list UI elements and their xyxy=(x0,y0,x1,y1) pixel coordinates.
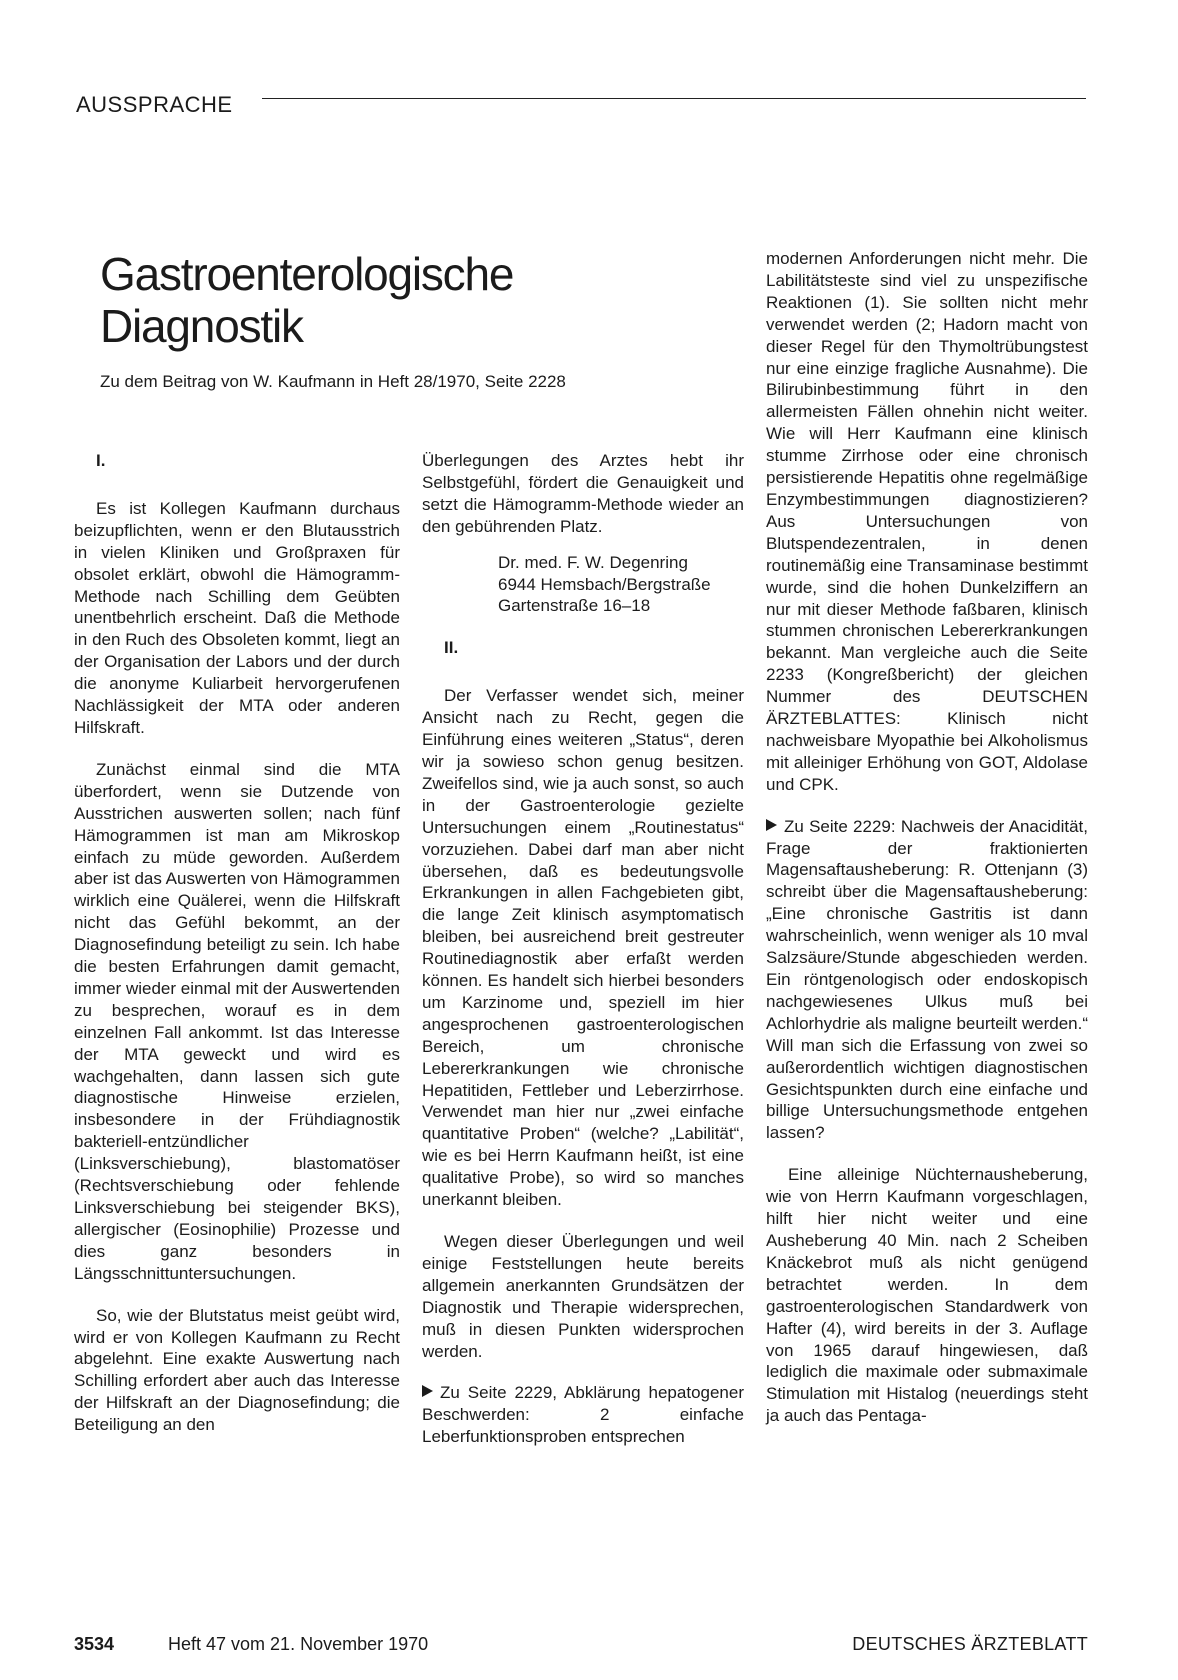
paragraph: Es ist Kollegen Kaufmann durchaus beizupflichten, wenn er den Blutausstrich in vielen Kliniken und Großpraxen für obsolet erklärt, obwohl die Hämogramm-Methode nach Schilling dem Geübten unentbehrlich erscheint. Daß die Methode in den Ruch des Obsoleten kommt, liegt an der Organisation der Labors und der durch die anonyme Kuliarbeit hervorgerufenen Nachlässigkeit der MTA oder anderen Hilfskraft. xyxy=(74,498,400,737)
article-subtitle: Zu dem Beitrag von W. Kaufmann in Heft 28/1970, Seite 2228 xyxy=(100,372,566,391)
paragraph: Eine alleinige Nüchternausheberung, wie von Herrn Kaufmann vorgeschlagen, hilft hier nicht weiter und eine Ausheberung 40 Min. nach 2 Scheiben Knäckebrot muß als nicht genügend betrachtet werden. In dem gastroenterologischen Standardwerk von Hafter (4), wird bereits in der 3. Auflage von 1965 darauf hingewiesen, daß lediglich die maximale oder submaximale Stimulation mit Histalog (neuerdings steht ja auch das Pentaga- xyxy=(766,1165,1088,1426)
section-heading-2: II. xyxy=(444,638,459,658)
column-2 xyxy=(422,450,744,1448)
article-title-line2: Diagnostik xyxy=(100,300,303,352)
column-3 xyxy=(766,248,1088,1427)
page-number: 3534 xyxy=(74,1634,115,1654)
paragraph: Der Verfasser wendet sich, meiner Ansicht nach zu Recht, gegen die Einführung eines weiteren „Status“, deren wir ja sowieso schon genug besitzen. Zweifellos sind, wie ja auch sonst, so auch in der Gastroenterologie gezielte Untersuchungen einem „Routinestatus“ vorzuziehen. Dabei darf man aber nicht übersehen, daß es bedeutungsvolle Erkrankungen in allen Fachgebieten gibt, die lange Zeit klinisch asymptomatisch bleiben, bei ausreichend breit gestreuter Routinediagnostik aber erfaßt werden können. Es handelt sich hierbei besonders um Karzinome und, speziell im hier angesprochenen gastroenterologischen Bereich, um chronische Lebererkrankungen wie chronische Hepatitiden, Fettleber und Leberzirrhose. Verwendet man hier nur „zwei einfache quantitative Proben“ (welche? „Labilität“, wie es bei Herrn Kaufmann heißt, ist eine qualitative Probe), so wird so manches unerkannt bleiben. xyxy=(422,686,744,1210)
paragraph: Wegen dieser Überlegungen und weil einige Feststellungen heute bereits allgemein anerkannten Grundsätzen der Diagnostik und Therapie widersprechen, muß in diesen Punkten widersprochen werden. xyxy=(422,1232,744,1361)
section-heading-1: I. xyxy=(96,451,106,470)
triangle-bullet-icon xyxy=(422,1385,433,1397)
paragraph: Überlegungen des Arztes hebt ihr Selbstgefühl, fördert die Genauigkeit und setzt die Hämogramm-Methode wieder an den gebührenden Platz. xyxy=(422,451,744,536)
header-rule xyxy=(262,98,1086,99)
section-label: AUSSPRACHE xyxy=(76,92,233,117)
triangle-bullet-icon xyxy=(766,819,777,831)
signature-city: 6944 Hemsbach/Bergstraße xyxy=(498,574,711,594)
signature-street: Gartenstraße 16–18 xyxy=(498,596,651,616)
paragraph-arrow xyxy=(766,816,1088,1145)
paragraph-text: Zu Seite 2229, Abklärung hepatogener Beschwerden: 2 einfache Leberfunktionsproben entsprechen xyxy=(422,1383,744,1447)
paragraph-arrow xyxy=(422,1382,744,1448)
article-title-line1: Gastroenterologische xyxy=(100,248,514,300)
article-title xyxy=(100,248,513,352)
paragraph: So, wie der Blutstatus meist geübt wird, wird er von Kollegen Kaufmann zu Recht abgelehnt. Eine exakte Auswertung nach Schilling erfordert aber auch das Interesse der Hilfskraft an der Diagnosefindung; die Beteiligung an den xyxy=(74,1305,400,1435)
paragraph-text: Zu Seite 2229: Nachweis der Anacidität, Frage der fraktionierten Magensaftausheberung: R. Ottenjann (3) schreibt über die Magensaftausheberung: „Eine chronische Gastritis ist dann wahrscheinlich, wenn weniger als 10 mval Salzsäure/Stunde abgeschieden werden. Ein röntgenologisch oder endoskopisch nachgewiesenes Ulkus muß bei Achlorhydrie als maligne beurteilt werden.“ Will man sich die Erfassung von zwei so außerordentlich wichtigen diagnostischen Gesichtspunkten durch eine einfache und billige Untersuchungsmethode entgehen lassen? xyxy=(766,816,1088,1143)
issue-info: Heft 47 vom 21. November 1970 xyxy=(168,1634,429,1654)
paragraph: modernen Anforderungen nicht mehr. Die Labilitätsteste sind viel zu unspezifische Reaktionen (1). Sie sollten nicht mehr verwendet werden (2; Hadorn macht von dieser Regel für den Thymoltrübungstest nur eine einzige fragliche Ausnahme). Die Bilirubinbestimmung führt in den allermeisten Fällen ohnehin nicht weiter. Wie will Herr Kaufmann eine klinisch stumme Zirrhose oder eine chronisch persistierende Hepatitis ohne regelmäßige Enzymbestimmungen diagnostizieren? Aus Untersuchungen von Blutspendezentralen, in denen routinemäßig eine Transaminase bestimmt wurde, sind die hohen Dunkelziffern an nur mit dieser Methode faßbaren, klinisch stummen chronischen Lebererkrankungen bekannt. Man vergleiche auch die Seite 2233 (Kongreßbericht) der gleichen Nummer des DEUTSCHEN ÄRZTEBLATTES: Klinisch nicht nachweisbare Myopathie bei Alkoholismus mit alleiniger Erhöhung von GOT, Aldolase und CPK. xyxy=(766,249,1088,794)
author-signature xyxy=(422,552,744,618)
journal-name: DEUTSCHES ÄRZTEBLATT xyxy=(852,1634,1088,1654)
signature-name: Dr. med. F. W. Degenring xyxy=(498,552,688,572)
column-1 xyxy=(74,450,400,1436)
paragraph: Zunächst einmal sind die MTA überfordert, wenn sie Dutzende von Ausstrichen auswerten sollen; nach fünf Hämogrammen ist man am Mikroskop einfach zu müde geworden. Außerdem aber ist das Auswerten von Hämogrammen wirklich eine Quälerei, wenn die Hilfskraft nicht das Gefühl bekommt, an der Diagnosefindung beteiligt zu sein. Ich habe die besten Erfahrungen damit gemacht, immer wieder einmal mit der Auswertenden zu besprechen, worauf es in dem einzelnen Fall ankommt. Ist das Interesse der MTA geweckt und wird es wachgehalten, dann lassen sich gute diagnostische Hinweise erzielen, insbesondere in der Frühdiagnostik bakteriell-entzündlicher (Linksverschiebung), blastomatöser (Rechtsverschiebung oder fehlende Linksverschiebung bei steigender BKS), allergischer (Eosinophilie) Prozesse und dies ganz besonders in Längsschnittuntersuchungen. xyxy=(74,759,400,1283)
